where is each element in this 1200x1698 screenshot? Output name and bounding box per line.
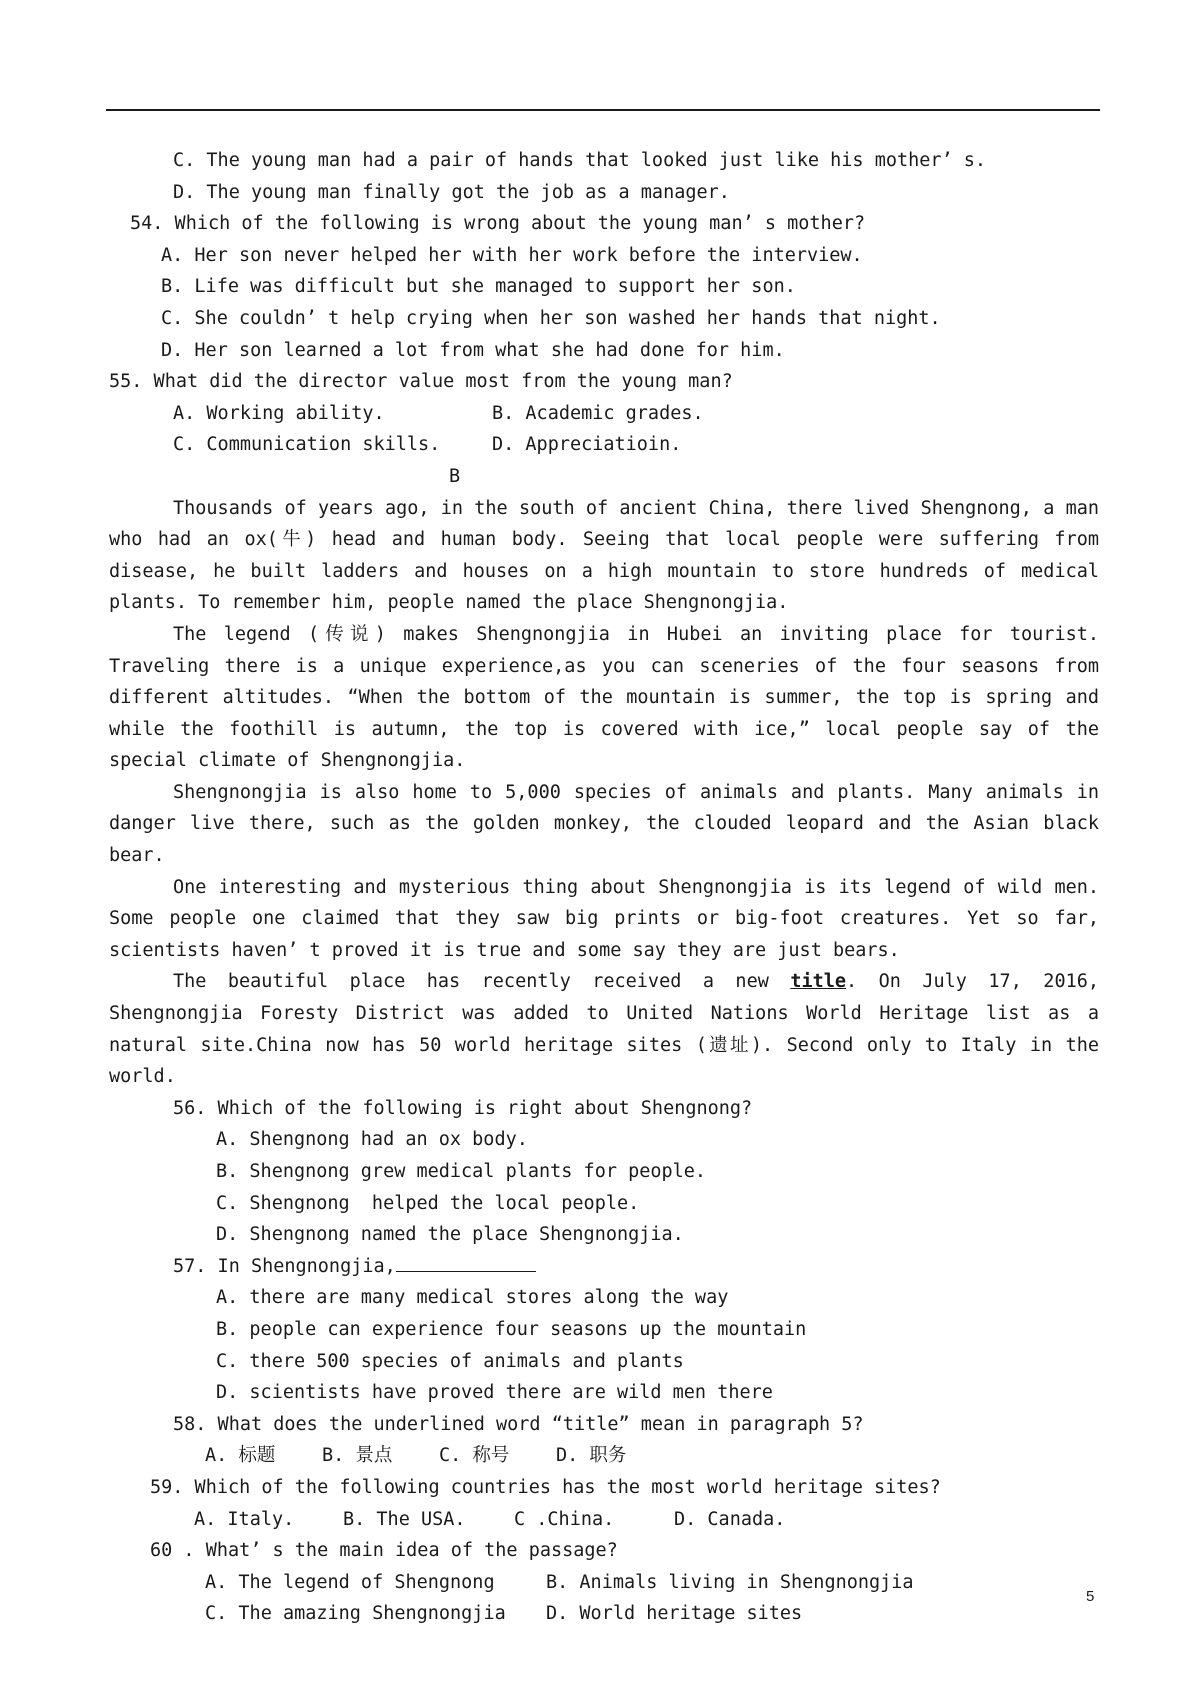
option-56d: D. Shengnong named the place Shengnongjia. [216, 1224, 684, 1246]
option-60d: D. World heritage sites [546, 1603, 803, 1625]
paragraph-3-text: Shengnongjia is also home to 5,000 species of animals and plants. Many animals in danger live there, such as the golden monkey, the clouded leopard and the Asian black bear. [109, 781, 1099, 867]
paragraph-2 [109, 619, 1099, 777]
option-54a: A. Her son never helped her with her work before the interview. [161, 244, 863, 266]
question-58: 58. What does the underlined word “title” mean in paragraph 5? [173, 1413, 864, 1435]
paragraph-5 [109, 966, 1099, 1092]
option-58c: C. 称号 [439, 1445, 510, 1467]
option-59d: D. Canada. [674, 1508, 786, 1530]
option-59c: C .China. [514, 1508, 615, 1530]
paragraph-4 [109, 872, 1099, 967]
question-57-text: 57. In Shengnongjia, [173, 1255, 396, 1277]
option-59b: B. The USA. [343, 1508, 466, 1530]
option-60a: A. The legend of Shengnong [205, 1571, 495, 1593]
option-58a: A. 标题 [205, 1445, 276, 1467]
option-57a: A. there are many medical stores along the way [216, 1287, 729, 1309]
option-57d: D. scientists have proved there are wild men there [216, 1382, 773, 1404]
option-59a: A. Italy. [194, 1508, 295, 1530]
answer-blank [396, 1251, 536, 1272]
option-57b: B. people can experience four seasons up the mountain [216, 1318, 807, 1340]
option-55a: A. Working ability. [173, 402, 385, 424]
options-60-row2 [0, 1598, 1200, 1630]
paragraph-1-text: Thousands of years ago, in the south of ancient China, there lived Shengnong, a man who had an ox(牛) head and human body. Seeing that local people were suffering from disease, he built ladders and houses on a high mountain to store hundreds of medical plants. To remember him, people named the place Shengnongjia. [109, 497, 1099, 614]
page-number: 5 [1086, 1588, 1095, 1605]
option-55d: D. Appreciatioin. [492, 434, 682, 456]
options-59 [0, 1504, 1200, 1536]
options-60-row1 [0, 1567, 1200, 1599]
option-55b: B. Academic grades. [492, 402, 704, 424]
option-54c: C. She couldn’ t help crying when her son washed her hands that night. [161, 307, 941, 329]
question-56: 56. Which of the following is right about Shengnong? [173, 1097, 753, 1119]
question-54: 54. Which of the following is wrong about the young man’ s mother? [130, 213, 866, 235]
paragraph-5-text-before: The beautiful place has recently received a new [173, 971, 791, 993]
page-content [0, 145, 1200, 1630]
option-53d: D. The young man finally got the job as a manager. [173, 181, 730, 203]
option-58d: D. 职务 [556, 1445, 627, 1467]
question-60: 60 . What’ s the main idea of the passage? [150, 1540, 618, 1562]
paragraph-3 [109, 777, 1099, 872]
option-54b: B. Life was difficult but she managed to support her son. [161, 276, 796, 298]
paragraph-2-text: The legend (传说) makes Shengnongjia in Hubei an inviting place for tourist. Traveling there is a unique experience,as you can sceneries of the four seasons from different altitudes. “When the bottom of the mountain is summer, the top is spring and while the foothill is autumn, the top is covered with ice,” local people say of the special climate of Shengnongjia. [109, 623, 1099, 772]
paragraph-1 [109, 493, 1099, 619]
paragraph-5-text-after: . On July 17, 2016, Shengnongjia Foresty District was added to United Nations World Heritage list as a natural site.China now has 50 world heritage sites (遗址). Second only to Italy in the world. [109, 971, 1100, 1088]
question-59: 59. Which of the following countries has the most world heritage sites? [150, 1476, 941, 1498]
option-56a: A. Shengnong had an ox body. [216, 1129, 528, 1151]
paragraph-4-text: One interesting and mysterious thing about Shengnongjia is its legend of wild men. Some people one claimed that they saw big prints or big-foot creatures. Yet so far, scientists haven’ t proved it is true and some say they are just bears. [109, 876, 1099, 961]
header-rule [106, 109, 1100, 111]
option-58b: B. 景点 [322, 1445, 393, 1467]
option-60c: C. The amazing Shengnongjia [205, 1603, 506, 1625]
options-55-row1 [0, 398, 1200, 430]
question-55: 55. What did the director value most from the young man? [109, 371, 733, 393]
section-b-heading: B [449, 465, 461, 487]
option-53c: C. The young man had a pair of hands that looked just like his mother’ s. [173, 150, 987, 171]
option-55c: C. Communication skills. [173, 434, 441, 456]
question-57 [0, 1251, 1200, 1283]
option-57c: C. there 500 species of animals and plants [216, 1350, 684, 1372]
option-60b: B. Animals living in Shengnongjia [546, 1571, 914, 1593]
underlined-word-title: title [790, 971, 847, 993]
option-56b: B. Shengnong grew medical plants for people. [216, 1161, 707, 1182]
option-56c: C. Shengnong helped the local people. [216, 1192, 640, 1214]
options-58 [0, 1440, 1200, 1472]
options-55-row2 [0, 429, 1200, 461]
option-54d: D. Her son learned a lot from what she had done for him. [161, 339, 785, 361]
